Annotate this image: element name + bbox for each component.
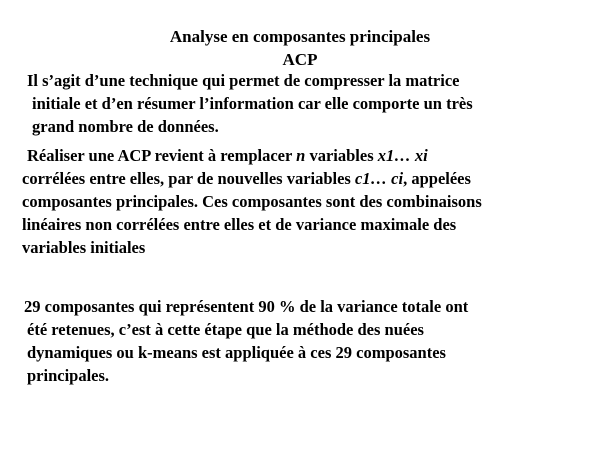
text-line: 29 composantes qui représentent 90 % de la variance totale ont: [24, 297, 469, 316]
paragraph-method: [22, 144, 482, 259]
paragraph-definition: [27, 69, 473, 138]
text-line: principales.: [27, 366, 110, 385]
text-line: linéaires non corrélées entre elles et de variance maximale des: [22, 215, 457, 234]
text-line: variables initiales: [22, 238, 146, 257]
text-segment: variables: [305, 146, 378, 165]
text-line: grand nombre de données.: [32, 117, 219, 136]
text-line: initiale et d’en résumer l’information car elle comporte un très: [32, 94, 473, 113]
text-line: [22, 167, 482, 190]
variable-n: n: [296, 146, 306, 165]
text-segment: Réaliser une ACP revient à remplacer: [27, 146, 297, 165]
slide-title: Analyse en composantes principales: [169, 27, 431, 46]
variable-c-range: c1… ci: [354, 169, 404, 188]
text-line: dynamiques ou k-means est appliquée à ces 29 composantes: [27, 343, 446, 362]
slide-subtitle: ACP: [282, 50, 318, 69]
variable-x-range: x1… xi: [377, 146, 428, 165]
paragraph-result: [24, 295, 468, 387]
text-segment: , appelées: [403, 169, 471, 188]
text-line: été retenues, c’est à cette étape que la méthode des nuées: [27, 320, 424, 339]
text-line: Il s’agit d’une technique qui permet de compresser la matrice: [27, 71, 460, 90]
text-line: [22, 144, 482, 167]
text-segment: corrélées entre elles, par de nouvelles variables: [22, 169, 355, 188]
text-line: composantes principales. Ces composantes sont des combinaisons: [22, 192, 482, 211]
